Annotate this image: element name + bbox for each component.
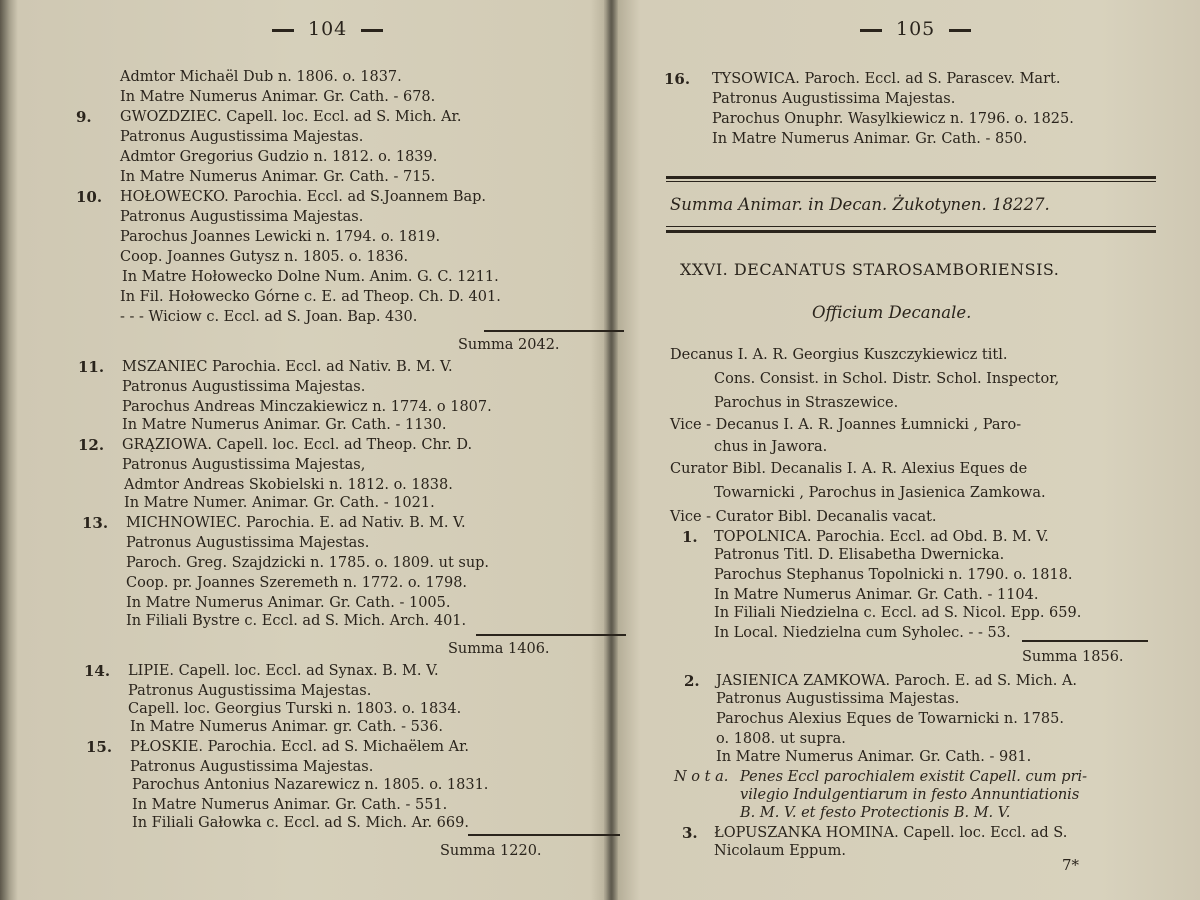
entry-number: 12.	[78, 436, 105, 454]
text-line: GWOZDZIEC. Capell. loc. Eccl. ad S. Mich. Ar.	[120, 109, 462, 125]
text-line: HOŁOWECKO. Parochia. Eccl. ad S.Joannem Bap.	[120, 189, 487, 205]
text-line: In Filiali Gałowka c. Eccl. ad S. Mich. Ar. 669.	[132, 815, 469, 831]
text-line: In Matre Numerus Animar. Gr. Cath. - 551.	[132, 797, 448, 813]
entry-number: 10.	[76, 188, 103, 206]
text-line: In Filiali Niedzielna c. Eccl. ad S. Nicol. Epp. 659.	[714, 605, 1082, 621]
text-line: Parochus Onuphr. Wasylkiewicz n. 1796. o. 1825.	[712, 111, 1074, 127]
text-line: Paroch. Greg. Szajdzicki n. 1785. o. 1809. ut sup.	[126, 555, 490, 571]
text-line: Parochus Andreas Minczakiewicz n. 1774. o 1807.	[122, 399, 492, 415]
text-line: In Matre Numerus Animar. Gr. Cath. - 1005.	[126, 595, 451, 611]
header-dash	[860, 29, 882, 32]
text-line: TYSOWICA. Paroch. Eccl. ad S. Parascev. Mart.	[712, 71, 1061, 87]
text-line: vilegio Indulgentiarum in festo Annuntiationis	[740, 787, 1080, 803]
text-line: In Matre Numerus Animar. gr. Cath. - 536.	[130, 719, 443, 735]
text-line: Parochus Alexius Eques de Towarnicki n. 1785.	[716, 711, 1064, 727]
text-line: Summa 2042.	[458, 337, 560, 353]
text-line: TOPOLNICA. Parochia. Eccl. ad Obd. B. M. V.	[714, 529, 1049, 545]
text-line: MSZANIEC Parochia. Eccl. ad Nativ. B. M. V.	[122, 359, 453, 375]
text-line: In Fil. Hołowecko Górne c. E. ad Theop. Ch. D. 401.	[120, 289, 501, 305]
text-line: Decanus I. A. R. Georgius Kuszczykiewicz titl.	[670, 347, 1008, 363]
text-line: In Matre Numerus Animar. Gr. Cath. - 678.	[120, 89, 436, 105]
text-line: Patronus Augustissima Majestas.	[712, 91, 956, 107]
text-line: Patronus Titl. D. Elisabetha Dwernicka.	[714, 547, 1005, 563]
header-dash	[361, 29, 383, 32]
text-line: In Matre Numer. Animar. Gr. Cath. - 1021.	[124, 495, 435, 511]
entry-number: 9.	[76, 108, 92, 126]
text-line: chus in Jawora.	[714, 439, 828, 455]
text-line: Towarnicki , Parochus in Jasienica Zamkowa.	[714, 485, 1046, 501]
entry-number: 2.	[684, 672, 700, 690]
text-line: PŁOSKIE. Parochia. Eccl. ad S. Michaëlem Ar.	[130, 739, 470, 755]
summa-rule	[476, 634, 626, 636]
decanate-summary: Summa Animar. in Decan. Żukotynen. 18227.	[670, 195, 1050, 214]
text-line: In Matre Numerus Animar. Gr. Cath. - 1104.	[714, 587, 1039, 603]
text-line: Parochus Antonius Nazarewicz n. 1805. o. 1831.	[132, 777, 489, 793]
text-line: LIPIE. Capell. loc. Eccl. ad Synax. B. M. V.	[128, 663, 439, 679]
text-line: Curator Bibl. Decanalis I. A. R. Alexius Eques de	[670, 461, 1028, 477]
entry-number: 11.	[78, 358, 105, 376]
summa-rule	[1022, 640, 1148, 642]
text-line: In Matre Numerus Animar. Gr. Cath. - 715.	[120, 169, 436, 185]
text-line: Patronus Augustissima Majestas.	[126, 535, 370, 551]
text-line: Admtor Andreas Skobielski n. 1812. o. 1838.	[124, 477, 453, 493]
text-line: Coop. pr. Joannes Szeremeth n. 1772. o. 1798.	[126, 575, 468, 591]
text-line: JASIENICA ZAMKOWA. Paroch. E. ad S. Mich. A.	[716, 673, 1078, 689]
text-line: In Matre Numerus Animar. Gr. Cath. - 1130.	[122, 417, 447, 433]
text-line: Parochus Stephanus Topolnicki n. 1790. o. 1818.	[714, 567, 1073, 583]
entry-line: ŁOPUSZANKA HOMINA. Capell. loc. Eccl. ad S.	[714, 825, 1068, 841]
text-line: In Local. Niedzielna cum Syholec. - - 53.	[714, 625, 1011, 641]
text-line: Summa 1406.	[448, 641, 550, 657]
page-number-left: 104	[308, 18, 348, 40]
text-line: GRĄZIOWA. Capell. loc. Eccl. ad Theop. Chr. D.	[122, 437, 473, 453]
entry-line: Nicolaum Eppum.	[714, 843, 847, 859]
text-line: Patronus Augustissima Majestas.	[128, 683, 372, 699]
page-header-left	[258, 18, 397, 40]
nota-label: N o t a.	[674, 769, 729, 785]
text-line: Admtor Gregorius Gudzio n. 1812. o. 1839.	[120, 149, 438, 165]
double-rule-top-thin	[666, 181, 1156, 182]
text-line: Patronus Augustissima Majestas,	[122, 457, 366, 473]
double-rule-bottom	[666, 230, 1156, 233]
text-line: Patronus Augustissima Majestas.	[716, 691, 960, 707]
text-line: In Matre Numerus Animar. Gr. Cath. - 981.	[716, 749, 1032, 765]
text-line: Summa 1220.	[440, 843, 542, 859]
text-line: Parochus in Straszewice.	[714, 395, 899, 411]
text-line: In Filiali Bystre c. Eccl. ad S. Mich. Arch. 401.	[126, 613, 467, 629]
text-line: o. 1808. ut supra.	[716, 731, 846, 747]
text-line: Patronus Augustissima Majestas.	[122, 379, 366, 395]
double-rule-top	[666, 176, 1156, 179]
text-line: Patronus Augustissima Majestas.	[130, 759, 374, 775]
entry-number: 1.	[682, 528, 698, 546]
header-dash	[949, 29, 971, 32]
summa-rule	[468, 834, 620, 836]
left-page	[60, 0, 590, 900]
section-title: XXVI. DECANATUS STAROSAMBORIENSIS.	[680, 260, 1060, 279]
entry-number: 15.	[86, 738, 113, 756]
summa-rule	[484, 330, 624, 332]
book-gutter	[604, 0, 618, 900]
signature-mark: 7*	[1062, 856, 1080, 874]
entry-number: 14.	[84, 662, 111, 680]
text-line: Vice - Curator Bibl. Decanalis vacat.	[670, 509, 937, 525]
text-line: Parochus Joannes Lewicki n. 1794. o. 1819.	[120, 229, 441, 245]
text-line: In Matre Hołowecko Dolne Num. Anim. G. C. 1211.	[122, 269, 499, 285]
text-line: Penes Eccl parochialem existit Capell. cum pri-	[740, 769, 1088, 785]
entry-number: 16.	[664, 70, 691, 88]
header-dash	[272, 29, 294, 32]
double-rule-bottom-thin	[666, 226, 1156, 227]
right-page	[650, 0, 1160, 900]
text-line: In Matre Numerus Animar. Gr. Cath. - 850.	[712, 131, 1028, 147]
text-line: Summa 1856.	[1022, 649, 1124, 665]
entry-number: 3.	[682, 824, 698, 842]
entry-number: 13.	[82, 514, 109, 532]
text-line: Patronus Augustissima Majestas.	[120, 209, 364, 225]
page-number-right: 105	[896, 18, 936, 40]
text-line: Cons. Consist. in Schol. Distr. Schol. Inspector,	[714, 371, 1060, 387]
text-line: Vice - Decanus I. A. R. Joannes Łumnicki , Paro-	[670, 417, 1022, 433]
text-line: Coop. Joannes Gutysz n. 1805. o. 1836.	[120, 249, 409, 265]
text-line: Capell. loc. Georgius Turski n. 1803. o. 1834.	[128, 701, 462, 717]
text-line: - - - Wiciow c. Eccl. ad S. Joan. Bap. 430.	[120, 309, 418, 325]
text-line: MICHNOWIEC. Parochia. E. ad Nativ. B. M. V.	[126, 515, 466, 531]
text-line: Admtor Michaël Dub n. 1806. o. 1837.	[120, 69, 402, 85]
text-line: B. M. V. et festo Protectionis B. M. V.	[740, 805, 1011, 821]
page-header-right	[846, 18, 985, 40]
text-line: Patronus Augustissima Majestas.	[120, 129, 364, 145]
section-subtitle: Officium Decanale.	[812, 303, 972, 322]
